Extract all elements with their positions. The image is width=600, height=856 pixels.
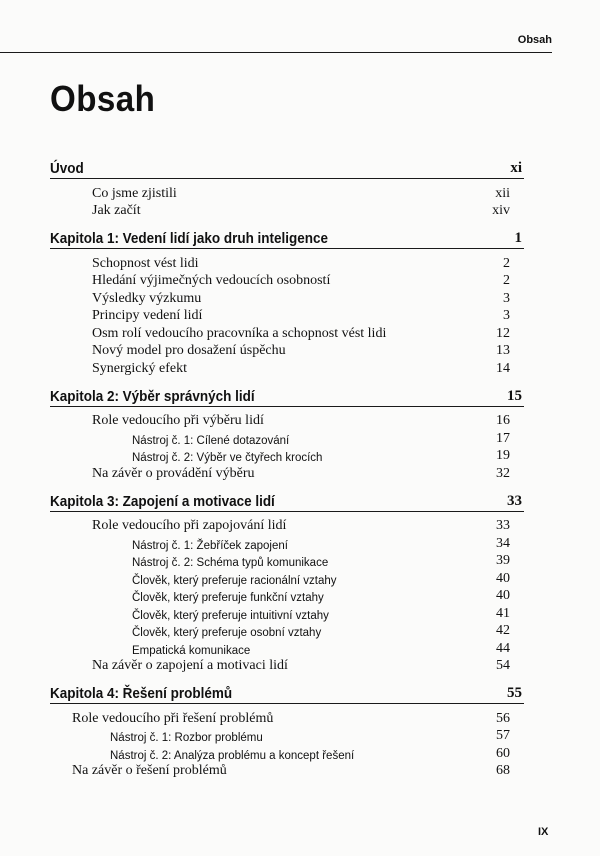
entry-title: Role vedoucího při řešení problémů (72, 710, 274, 726)
toc-entry (50, 658, 524, 676)
entry-title: Na závěr o řešení problémů (72, 763, 227, 778)
toc-subentry (50, 448, 524, 466)
entry-title: Role vedoucího při výběru lidí (92, 413, 264, 428)
entry-title: Nástroj č. 2: Schéma typů komunikace (132, 557, 329, 569)
entry-title: Nástroj č. 1: Cílené dotazování (132, 434, 290, 447)
entry-page: 2 (503, 273, 510, 288)
toc-entry (50, 763, 524, 781)
toc-entry (50, 413, 524, 431)
entry-title: Osm rolí vedoucího pracovníka a schopnost vést lidi (92, 325, 387, 341)
entry-title: Nástroj č. 2: Výběr ve čtyřech krocích (132, 452, 323, 464)
chapter-page: xi (510, 160, 522, 176)
toc-subentry (50, 728, 524, 746)
toc-subentry (50, 570, 524, 588)
entry-page: 34 (496, 535, 510, 551)
entry-page: 39 (496, 553, 510, 568)
chapter-title: Úvod (50, 161, 84, 177)
entry-page: 40 (496, 570, 510, 586)
toc-subentry (50, 640, 524, 658)
chapter-title: Kapitola 1: Vedení lidí jako druh inteligence (50, 231, 328, 247)
entry-page: 56 (496, 710, 510, 726)
entry-page: 32 (496, 465, 510, 481)
toc-entry (50, 325, 524, 343)
toc-section-chapter-1 (50, 226, 524, 378)
toc-entry (50, 465, 524, 483)
toc-chapter-heading (50, 489, 524, 512)
entry-page: 68 (496, 763, 510, 778)
page-number: IX (538, 826, 549, 838)
entry-page: 41 (496, 605, 510, 621)
entry-title: Synergický efekt (92, 360, 187, 376)
toc-section-chapter-3 (50, 489, 524, 676)
running-head (0, 28, 552, 53)
entry-title: Na závěr o provádění výběru (92, 465, 255, 481)
toc-entry (50, 185, 524, 203)
entry-page: 3 (503, 308, 510, 323)
running-head-label: Obsah (517, 34, 552, 46)
toc-subentry (50, 623, 524, 641)
entry-title: Člověk, který preferuje racionální vztahy (132, 574, 337, 587)
entry-page: 2 (503, 255, 510, 271)
entry-page: 12 (496, 325, 510, 341)
chapter-title: Kapitola 2: Výběr správných lidí (50, 388, 255, 405)
entry-title: Nástroj č. 1: Žebříček zapojení (132, 539, 288, 552)
entry-title: Výsledky výzkumu (92, 290, 202, 306)
toc-section-chapter-4 (50, 681, 524, 780)
page-title: Obsah (50, 78, 156, 119)
entry-title: Nástroj č. 2: Analýza problému a koncept řešení (110, 749, 355, 762)
entry-title: Co jsme zjistili (92, 185, 177, 201)
toc-chapter-heading (50, 681, 524, 704)
toc-entry (50, 255, 524, 273)
entry-title: Člověk, který preferuje intuitivní vztahy (132, 609, 329, 622)
entry-title: Nástroj č. 1: Rozbor problému (110, 732, 263, 744)
entry-page: xiv (492, 203, 510, 218)
entry-title: Na závěr o zapojení a motivaci lidí (92, 658, 288, 673)
entry-page: 16 (496, 413, 510, 428)
chapter-page: 1 (514, 230, 522, 246)
entry-title: Hledání výjimečných vedoucích osobností (92, 273, 331, 288)
entry-page: 3 (503, 290, 510, 306)
entry-page: 44 (496, 640, 510, 656)
chapter-page: 33 (507, 492, 522, 509)
entry-page: 57 (496, 728, 510, 743)
toc-subentry (50, 535, 524, 553)
toc-entry (50, 308, 524, 326)
entry-title: Člověk, který preferuje osobní vztahy (132, 627, 322, 639)
toc-section-intro (50, 156, 524, 220)
toc-chapter-heading (50, 156, 524, 179)
toc-subentry (50, 605, 524, 623)
toc-section-chapter-2 (50, 384, 524, 483)
toc-subentry (50, 553, 524, 571)
entry-page: 33 (496, 518, 510, 533)
toc-entry (50, 518, 524, 536)
entry-title: Člověk, který preferuje funkční vztahy (132, 592, 324, 604)
entry-page: 13 (496, 343, 510, 358)
toc-subentry (50, 588, 524, 606)
chapter-page: 55 (507, 685, 522, 701)
chapter-page: 15 (507, 387, 522, 404)
toc-subentry (50, 430, 524, 448)
entry-title: Schopnost vést lidi (92, 255, 199, 271)
entry-page: 42 (496, 623, 510, 638)
toc-entry (50, 273, 524, 291)
entry-title: Principy vedení lidí (92, 308, 203, 323)
toc-entry (50, 290, 524, 308)
entry-title: Empatická komunikace (132, 644, 251, 657)
chapter-title: Kapitola 3: Zapojení a motivace lidí (50, 493, 275, 510)
toc-entry (50, 710, 524, 728)
entry-title: Jak začít (92, 203, 141, 218)
toc-chapter-heading (50, 226, 524, 249)
toc-chapter-heading (50, 384, 524, 407)
toc-subentry (50, 745, 524, 763)
entry-page: xii (495, 185, 510, 201)
entry-title: Nový model pro dosažení úspěchu (92, 343, 286, 358)
chapter-title: Kapitola 4: Řešení problémů (50, 686, 233, 702)
entry-page: 54 (496, 658, 510, 673)
entry-page: 19 (496, 448, 510, 463)
entry-page: 14 (496, 360, 510, 376)
entry-page: 17 (496, 430, 510, 446)
entry-page: 40 (496, 588, 510, 603)
toc-entry (50, 203, 524, 221)
toc-entry (50, 343, 524, 361)
toc-entry (50, 360, 524, 378)
entry-page: 60 (496, 745, 510, 761)
entry-title: Role vedoucího při zapojování lidí (92, 518, 287, 533)
table-of-contents (50, 156, 524, 786)
